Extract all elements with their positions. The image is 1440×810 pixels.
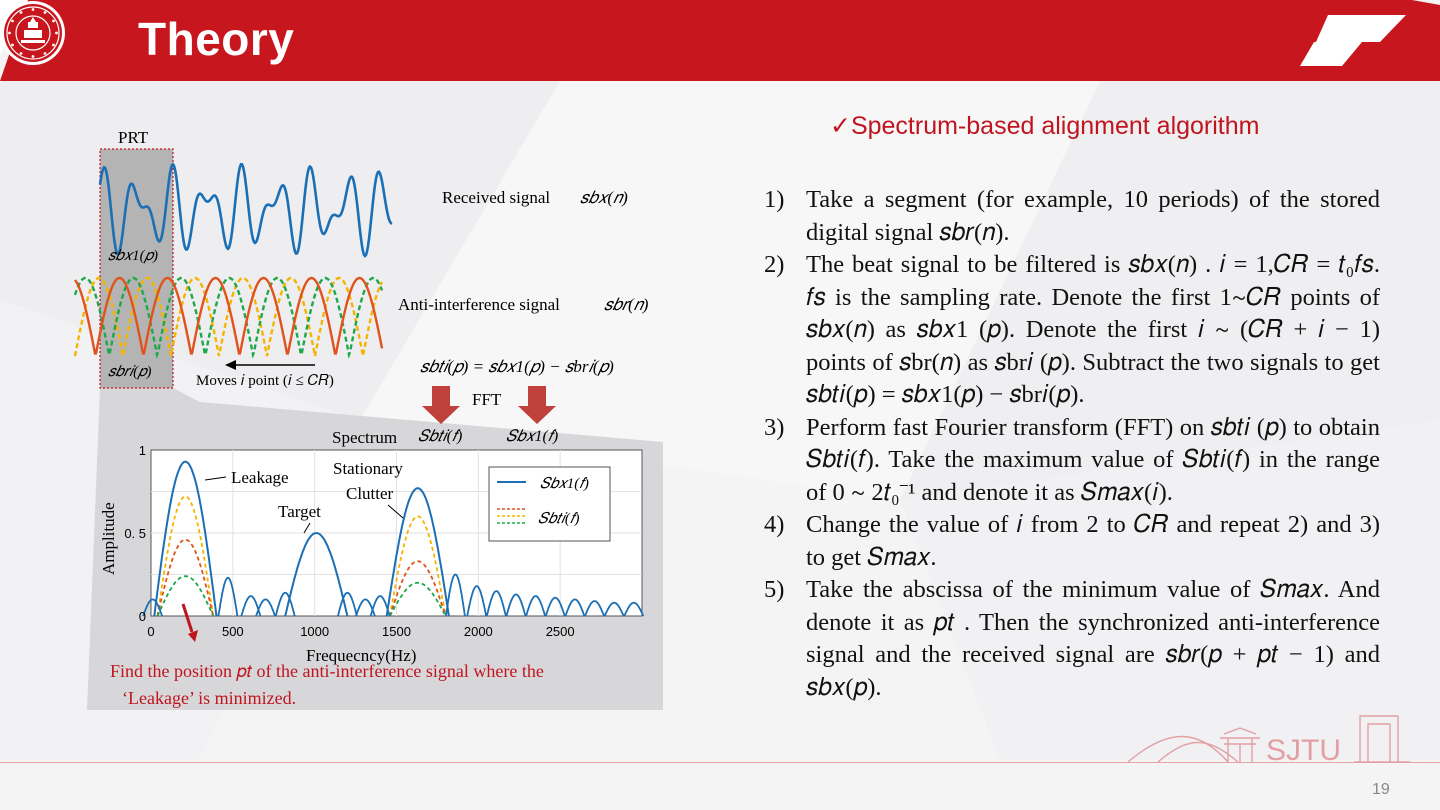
header-bar [0, 0, 1440, 81]
x-tick-label: 2000 [463, 624, 493, 639]
sbx1-label: 𝑠𝑏𝑥1(𝑝) [108, 248, 159, 264]
annotation-stationary: Stationary [333, 459, 403, 478]
y-axis-label: Amplitude [99, 502, 118, 575]
y-tick-label: 0 [138, 609, 146, 624]
step-number: 5) [764, 576, 785, 603]
step-item [764, 249, 1380, 412]
moves-label: Moves 𝑖 point (𝑖 ≤ 𝐶𝑅) [196, 373, 334, 389]
step-text: Perform fast Fourier transform (FFT) on 𝑠𝑏𝑡𝑖 (𝑝) to obtain 𝑆𝑏𝑡𝑖(𝑓). Take the maximum value of 𝑆𝑏𝑡𝑖(𝑓) in the range of 0 ∼ 2𝑡₀⁻¹ and denote it as 𝑆𝑚𝑎𝑥(𝑖). [806, 413, 1380, 506]
sbri-label: 𝑠𝑏𝑟𝑖(𝑝) [108, 364, 152, 380]
annotation-leakage: Leakage [231, 468, 289, 487]
fft-arrow-left [422, 386, 460, 424]
y-tick-label: 0. 5 [124, 526, 146, 541]
x-tick-label: 1000 [300, 624, 330, 639]
sjtu-gate-logo [1128, 708, 1410, 766]
section-subtitle: ✓Spectrum-based alignment algorithm [830, 112, 1260, 140]
step-number: 4) [764, 511, 785, 538]
step-item [764, 509, 1380, 574]
step-text: Change the value of 𝑖 from 2 to 𝐶𝑅 and repeat 2) and 3) to get 𝑆𝑚𝑎𝑥. [806, 511, 1380, 571]
step-item [764, 574, 1380, 704]
slide-title: Theory [138, 13, 295, 65]
signal-alignment-figure [70, 120, 680, 720]
anti-signal-label: Anti-interference signal [398, 295, 560, 314]
moves-arrowhead [225, 360, 236, 370]
step-item [764, 184, 1380, 249]
received-signal-symbol: 𝑠𝑏𝑥(𝑛) [580, 188, 628, 207]
step-number: 2) [764, 251, 785, 278]
step-item [764, 412, 1380, 510]
x-tick-label: 0 [147, 624, 155, 639]
caption-line-1: Find the position 𝑝𝑡 of the anti-interference signal where the [110, 661, 544, 681]
x-axis-label: Frequecncy(Hz) [306, 646, 417, 665]
step-text: The beat signal to be filtered is 𝑠𝑏𝑥(𝑛) . 𝑖 = 1,𝐶𝑅 = 𝑡₀𝑓𝑠. 𝑓𝑠 is the sampling rate. Denote the first 1∼𝐶𝑅 points of 𝑠𝑏𝑥(𝑛) as 𝑠𝑏𝑥1 (𝑝). Denote the first 𝑖 ∼ (𝐶𝑅 + 𝑖 − 1) points of 𝑠br(𝑛) as 𝑠br𝑖 (𝑝). Subtract the two signals to get 𝑠𝑏𝑡𝑖(𝑝) = 𝑠𝑏𝑥1(𝑝) − 𝑠br𝑖(𝑝). [806, 251, 1380, 408]
sjtu-text: SJTU [1266, 734, 1341, 766]
spectrum-symbol-bti: 𝑆𝑏𝑡𝑖(𝑓) [418, 428, 463, 445]
university-seal-icon [0, 0, 66, 66]
fft-label: FFT [472, 390, 502, 409]
figure-caption [110, 658, 650, 712]
x-tick-label: 2500 [545, 624, 575, 639]
legend-label-sbx1: 𝑆𝑏𝑥1(𝑓) [540, 476, 589, 492]
step-number: 1) [764, 186, 785, 213]
x-tick-label: 500 [221, 624, 244, 639]
fft-arrow-right [518, 386, 556, 424]
anti-signal-symbol: 𝑠𝑏𝑟(𝑛) [604, 295, 649, 314]
received-signal-label: Received signal [442, 188, 551, 207]
slide-number: 19 [1372, 781, 1390, 798]
spectrum-symbol-bx1: 𝑆𝑏𝑥1(𝑓) [506, 428, 559, 445]
algorithm-steps [764, 184, 1380, 704]
step-text: Take a segment (for example, 10 periods) of the stored digital signal 𝑠𝑏𝑟(𝑛). [806, 186, 1380, 246]
legend-label-sbti: 𝑆𝑏𝑡𝑖(𝑓) [538, 511, 580, 527]
annotation-target: Target [278, 502, 321, 521]
annotation-clutter: Clutter [346, 484, 394, 503]
prt-label: PRT [118, 128, 149, 147]
spectrum-label: Spectrum [332, 428, 398, 447]
caption-line-2: ‘Leakage’ is minimized. [122, 688, 297, 708]
difference-equation: 𝑠𝑏𝑡𝑖(𝑝) = 𝑠𝑏𝑥1(𝑝) − 𝑠br𝑖(𝑝) [420, 357, 614, 376]
step-number: 3) [764, 413, 785, 441]
y-tick-label: 1 [138, 443, 146, 458]
step-text: Take the abscissa of the minimum value of 𝑆𝑚𝑎𝑥. And denote it as 𝑝𝑡 . Then the synchronized anti-interference signal and the received signal are 𝑠𝑏𝑟(𝑝 + 𝑝𝑡 − 1) and 𝑠𝑏𝑥(𝑝). [806, 576, 1380, 701]
x-tick-label: 1500 [382, 624, 411, 639]
